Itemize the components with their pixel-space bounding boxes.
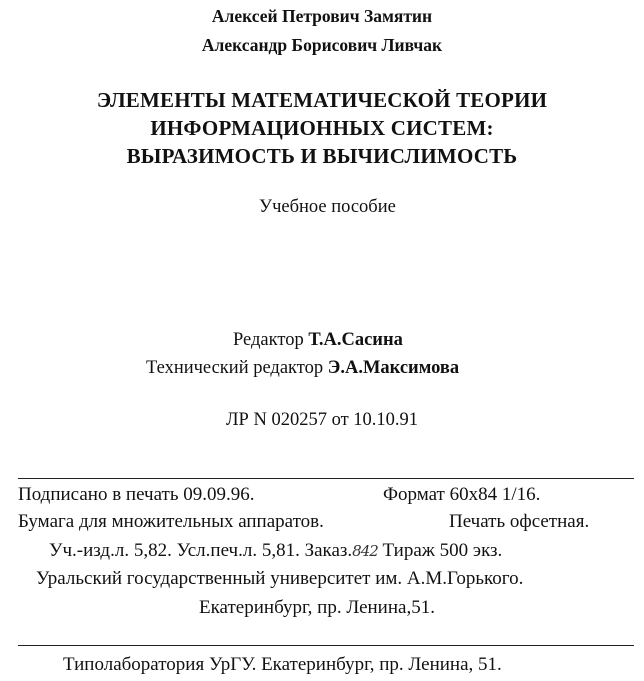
volume-order-line (49, 540, 502, 562)
paper-format: Формат 60x84 1/16. (383, 484, 541, 505)
editor-role: Редактор (233, 330, 304, 350)
top-divider (18, 478, 634, 479)
book-title-line-2: ИНФОРМАЦИОННЫХ СИСТЕМ: (150, 116, 494, 140)
publisher-address: Екатеринбург, пр. Ленина,51. (199, 597, 435, 618)
author-2: Александр Борисович Ливчак (201, 35, 443, 55)
author-1: Алексей Петрович Замятин (211, 6, 433, 26)
printing-house: Типолаборатория УрГУ. Екатеринбург, пр. Ленина, 51. (63, 654, 502, 675)
tech-editor-role: Технический редактор (146, 358, 324, 378)
tech-editor-name: Э.А.Максимова (327, 358, 460, 378)
editor-line (233, 330, 403, 351)
tech-editor-line (146, 358, 459, 379)
publisher-university: Уральский государственный университет им. А.М.Горького. (36, 568, 524, 589)
signed-date: Подписано в печать 09.09.96. (18, 484, 255, 505)
book-subtitle: Учебное пособие (259, 197, 396, 217)
book-title-line-1: ЭЛЕМЕНТЫ МАТЕМАТИЧЕСКОЙ ТЕОРИИ (96, 88, 548, 112)
bottom-divider (18, 645, 634, 646)
order-number: 842 (352, 542, 378, 560)
printing-type: Печать офсетная. (449, 511, 590, 532)
volume-info: Уч.-изд.л. 5,82. Усл.печ.л. 5,81. Заказ. (49, 540, 353, 561)
editor-name: Т.А.Сасина (308, 330, 403, 350)
paper-type: Бумага для множительных аппаратов. (18, 511, 324, 532)
book-title-line-3: ВЫРАЗИМОСТЬ И ВЫЧИСЛИМОСТЬ (126, 144, 518, 168)
circulation: Тираж 500 экз. (382, 540, 503, 561)
license-number: ЛР N 020257 от 10.10.91 (226, 410, 419, 430)
